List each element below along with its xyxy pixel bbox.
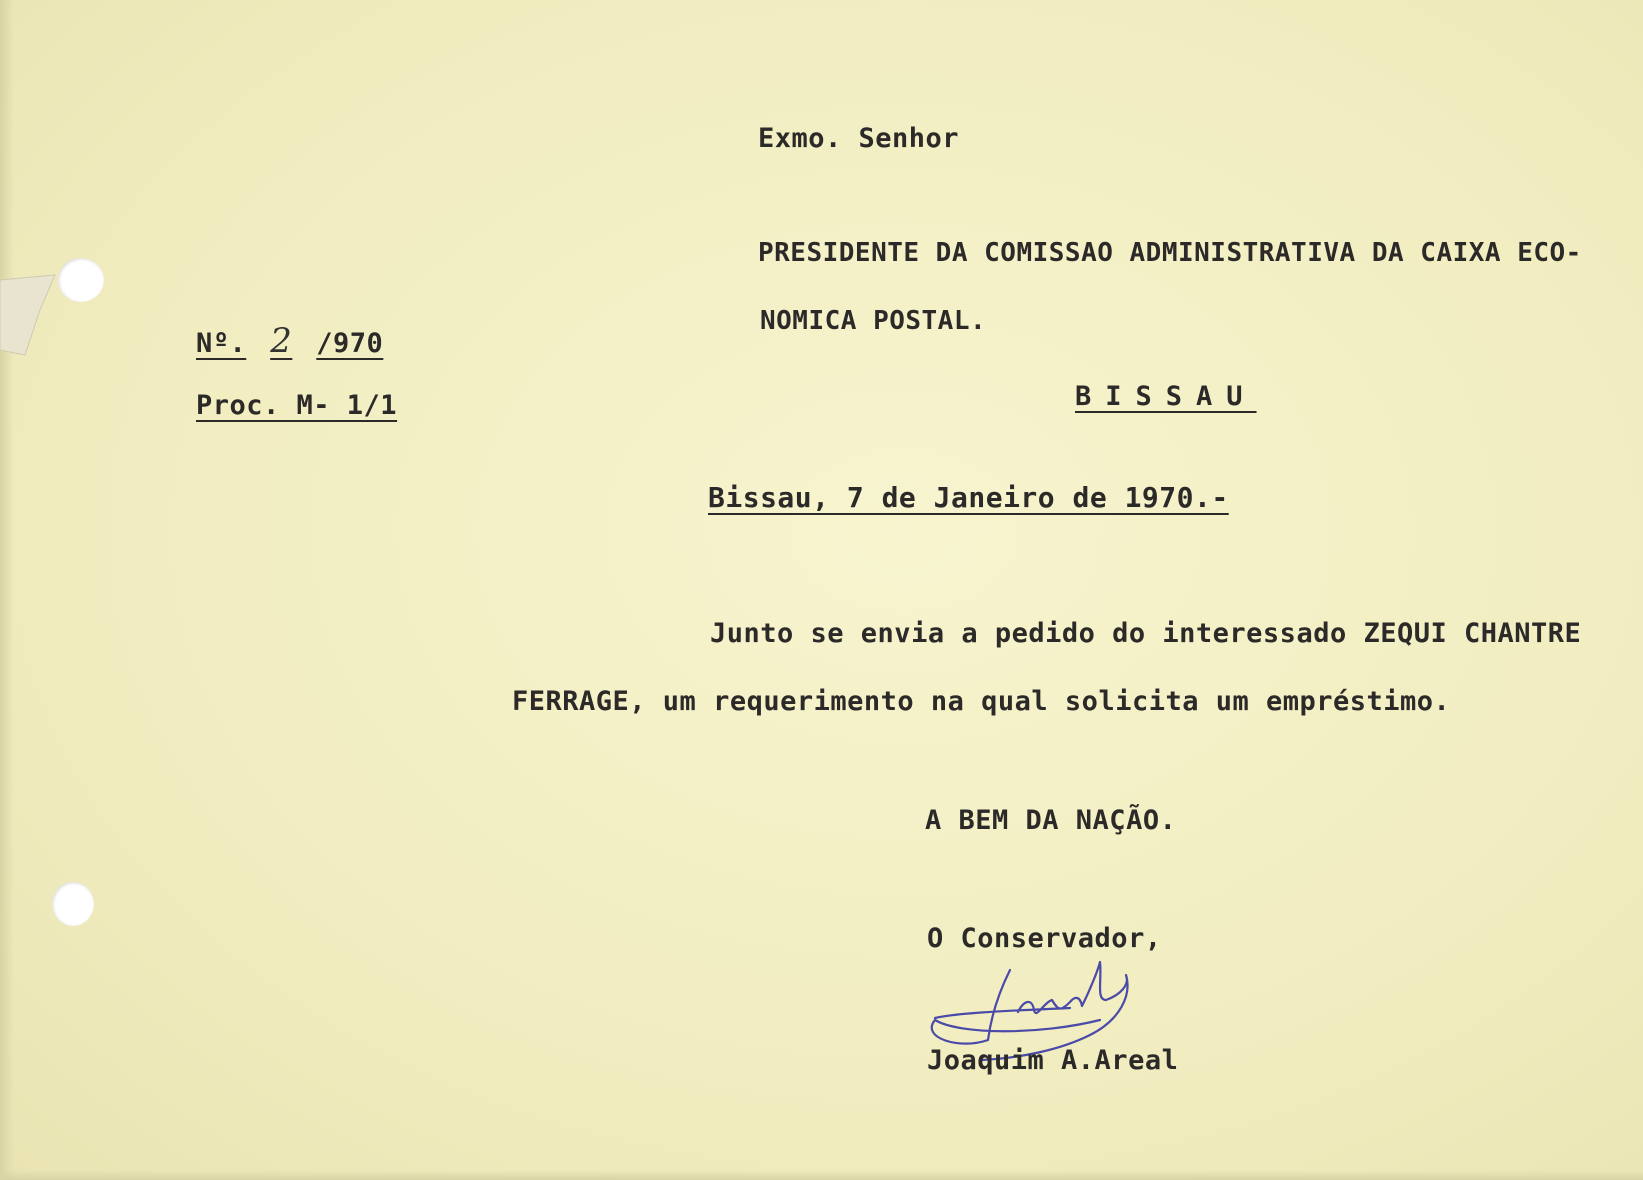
punch-hole-bottom	[52, 882, 94, 926]
body-line-2: FERRAGE, um requerimento na qual solicita um empréstimo.	[512, 686, 1451, 717]
body-line-1: Junto se envia a pedido do interessado ZEQUI CHANTRE	[710, 618, 1582, 649]
salutation: Exmo. Senhor	[758, 123, 960, 154]
paper-edge-left	[0, 0, 14, 1180]
reference-number	[196, 321, 384, 361]
paper-edge-bottom	[0, 1170, 1643, 1180]
addressee-line-2: NOMICA POSTAL.	[760, 306, 987, 336]
addressee-line-1: PRESIDENTE DA COMISSAO ADMINISTRATIVA DA CAIXA ECO-	[758, 238, 1582, 268]
closing-phrase: A BEM DA NAÇÃO.	[925, 805, 1177, 836]
addressee-city: BISSAU	[1075, 381, 1257, 412]
torn-paper-fragment	[0, 270, 60, 360]
reference-number-prefix: Nº.	[196, 328, 247, 359]
signatory-name: Joaquim A.Areal	[927, 1045, 1179, 1076]
process-reference: Proc. M- 1/1	[196, 390, 398, 421]
reference-number-suffix: /970	[316, 328, 384, 359]
punch-hole-top	[58, 258, 104, 302]
signatory-title: O Conservador,	[927, 923, 1162, 954]
date-line: Bissau, 7 de Janeiro de 1970.-	[708, 481, 1229, 514]
reference-number-handwritten: 2	[270, 321, 293, 361]
